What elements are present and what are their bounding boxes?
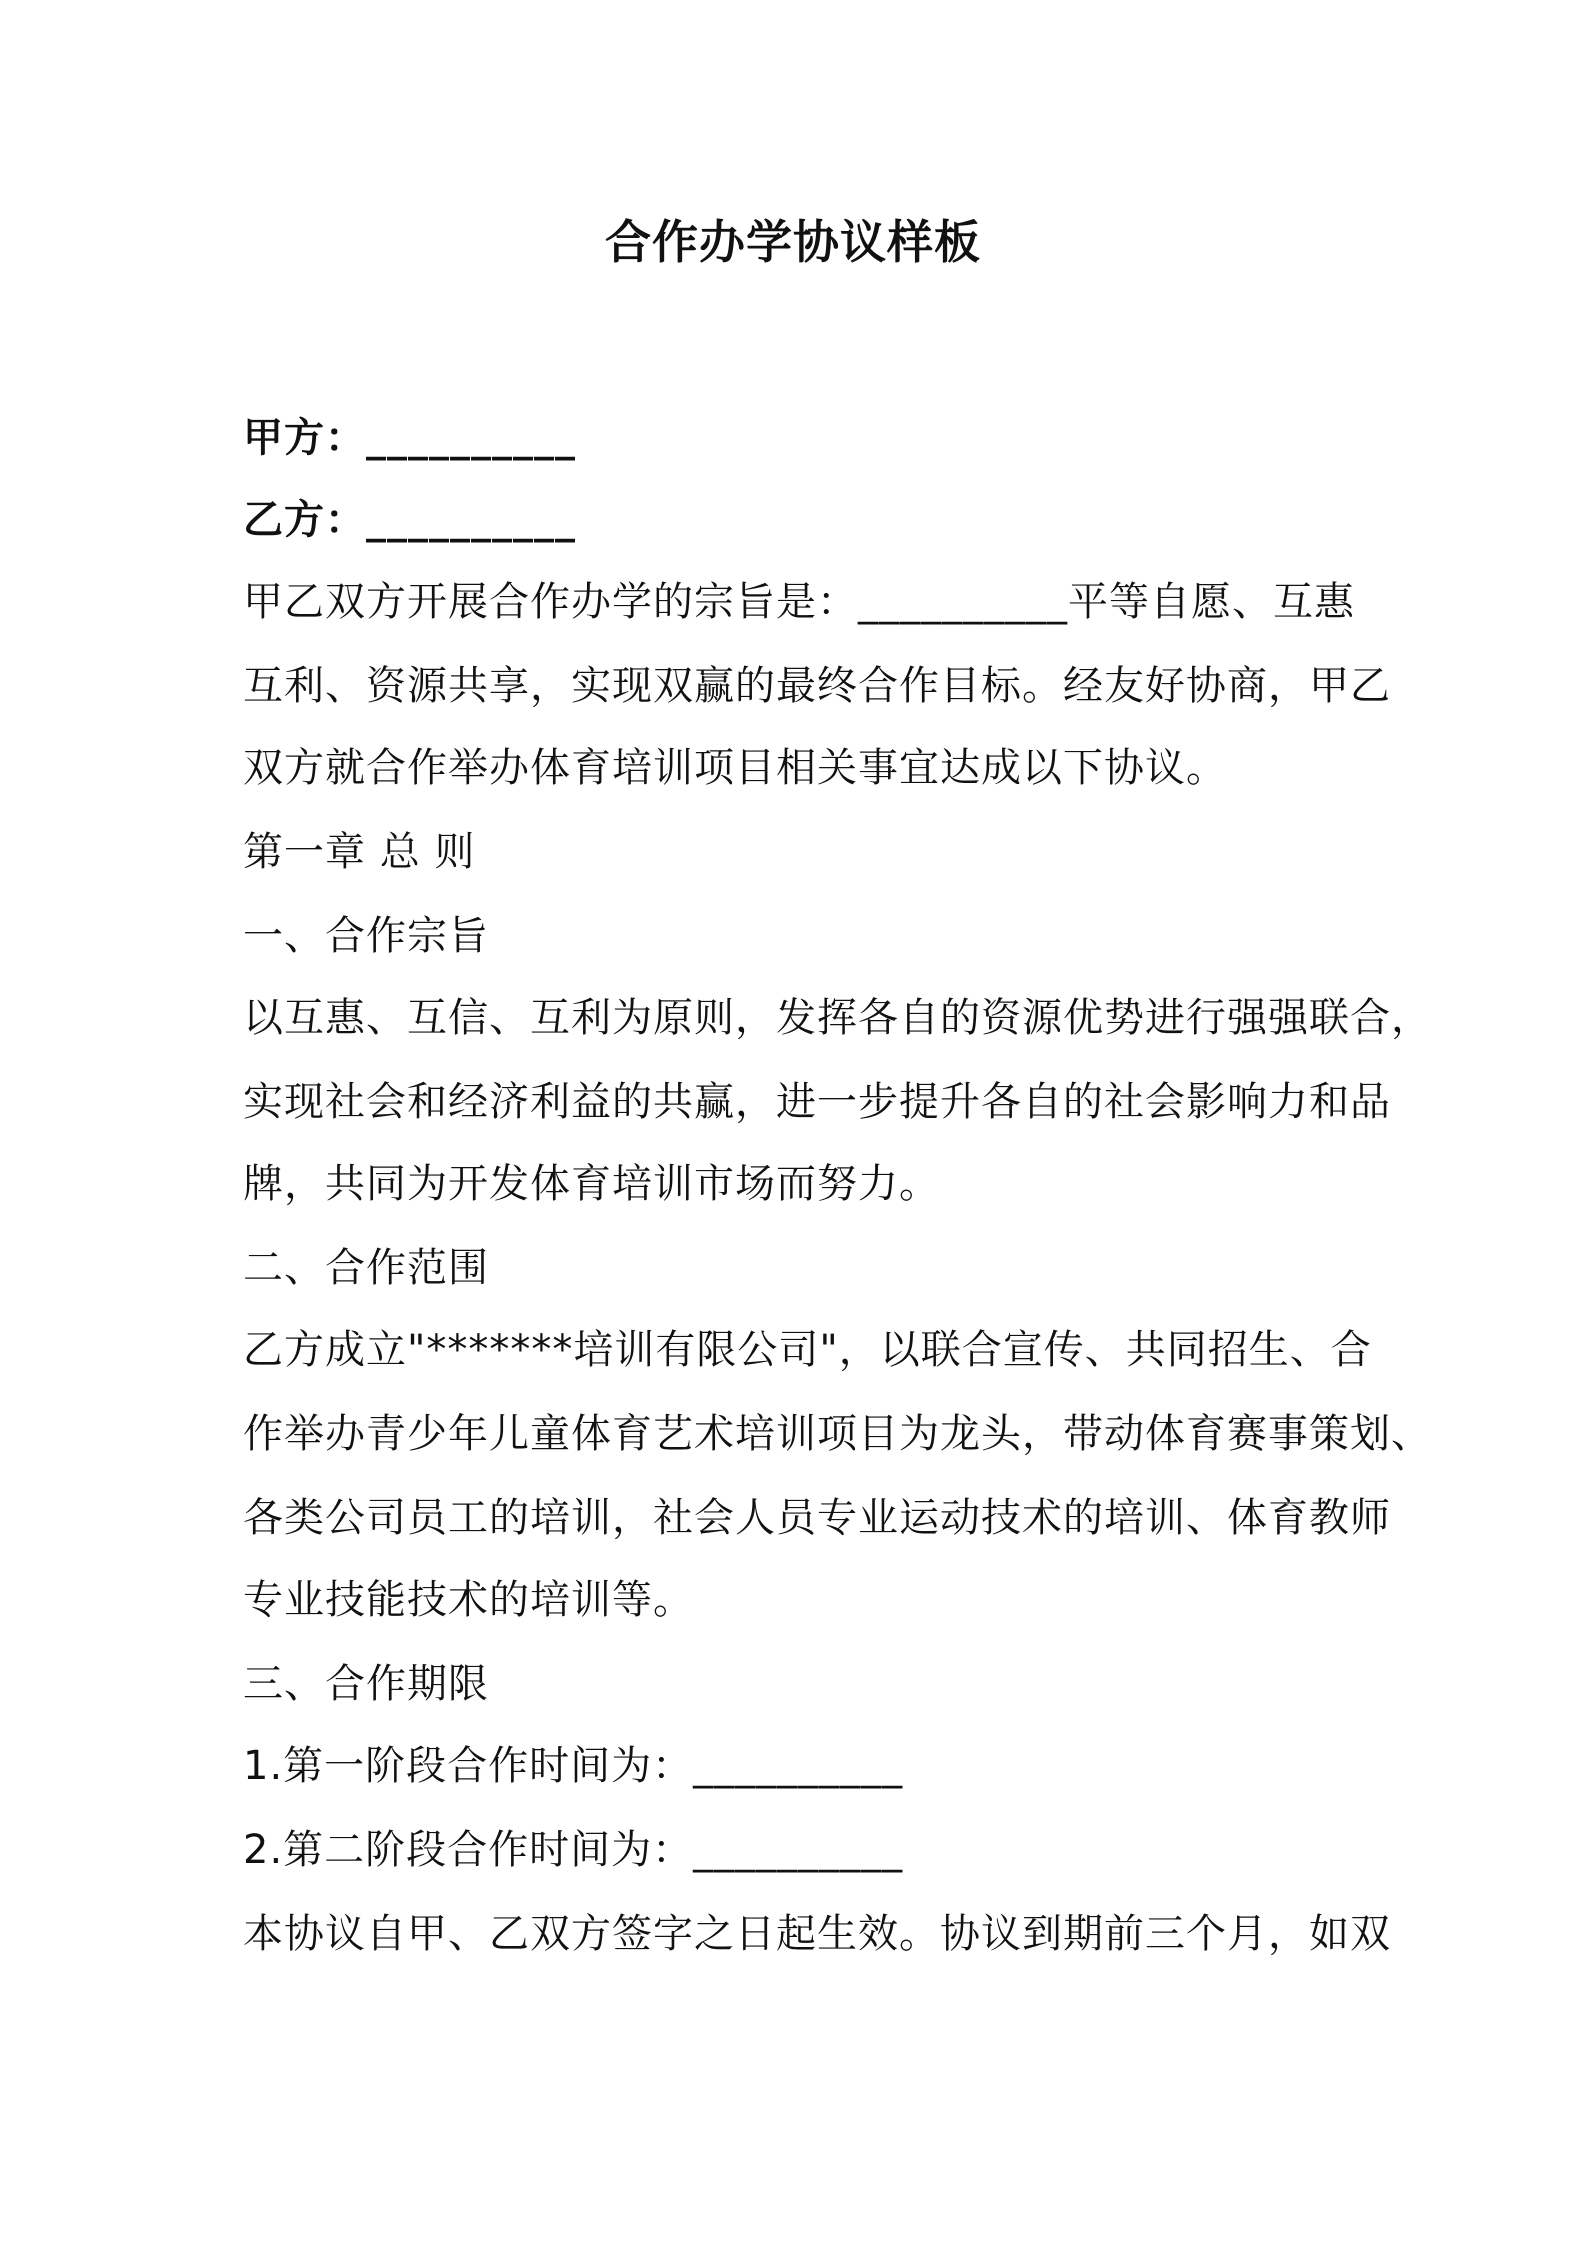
document-title: 合作办学协议样板 bbox=[605, 215, 981, 269]
paragraph-line: 甲乙双方开展合作办学的宗旨是：__________平等自愿、互惠 bbox=[243, 579, 1355, 625]
section-heading: 三、合作期限 bbox=[243, 1661, 489, 1707]
section-heading: 一、合作宗旨 bbox=[243, 913, 489, 959]
chapter-heading: 第一章 总 则 bbox=[243, 829, 476, 875]
paragraph-line: 牌，共同为开发体育培训市场而努力。 bbox=[243, 1161, 940, 1207]
party-a-line: 甲方：__________ bbox=[243, 415, 576, 461]
term-line: 2.第二阶段合作时间为：__________ bbox=[243, 1827, 904, 1873]
paragraph-line: 各类公司员工的培训，社会人员专业运动技术的培训、体育教师 bbox=[243, 1495, 1391, 1541]
section-heading: 二、合作范围 bbox=[243, 1245, 489, 1291]
party-b-line: 乙方：__________ bbox=[243, 497, 576, 543]
paragraph-line: 本协议自甲、乙双方签字之日起生效。协议到期前三个月，如双 bbox=[243, 1911, 1391, 1957]
paragraph-line: 专业技能技术的培训等。 bbox=[243, 1577, 694, 1623]
paragraph-line: 以互惠、互信、互利为原则，发挥各自的资源优势进行强强联合， bbox=[243, 995, 1432, 1041]
paragraph-line: 互利、资源共享，实现双赢的最终合作目标。经友好协商，甲乙 bbox=[243, 663, 1391, 709]
paragraph-line: 作举办青少年儿童体育艺术培训项目为龙头，带动体育赛事策划、 bbox=[243, 1411, 1432, 1457]
paragraph-line: 实现社会和经济利益的共赢，进一步提升各自的社会影响力和品 bbox=[243, 1079, 1391, 1125]
paragraph-line: 乙方成立"*******培训有限公司"，以联合宣传、共同招生、合 bbox=[243, 1327, 1372, 1373]
term-line: 1.第一阶段合作时间为：__________ bbox=[243, 1743, 904, 1789]
paragraph-line: 双方就合作举办体育培训项目相关事宜达成以下协议。 bbox=[243, 745, 1227, 791]
